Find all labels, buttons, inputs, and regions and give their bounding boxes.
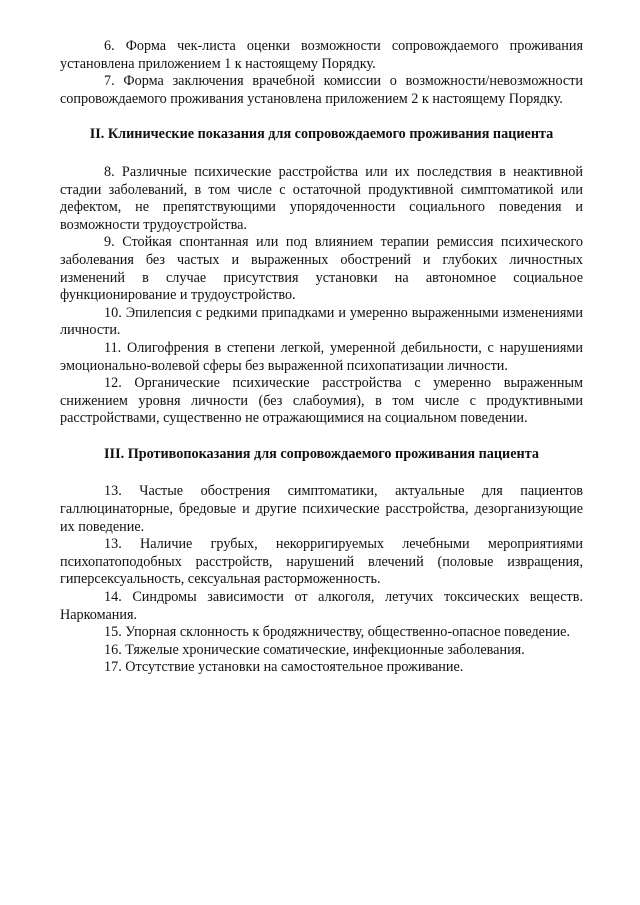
paragraph-6: 6. Форма чек-листа оценки возможности сопровождаемого проживания установлена приложением 1 к настоящему Порядку.	[60, 38, 583, 72]
paragraph-13a: 13. Частые обострения симптоматики, актуальные для пациентов галлюцинаторные, бредовые и другие психические расстройства, дезорганизующие их поведение.	[60, 483, 583, 535]
paragraph-17: 17. Отсутствие установки на самостоятельное проживание.	[104, 659, 464, 676]
document-page	[60, 38, 583, 677]
paragraph-15: 15. Упорная склонность к бродяжничеству, общественно-опасное поведение.	[104, 624, 571, 641]
paragraph-12: 12. Органические психические расстройства с умеренно выраженным снижением уровня личности (без слабоумия), в том числе с продуктивными расстройствами, существенно не отражающимися на социальном поведении.	[60, 375, 583, 427]
section-2-heading: II. Клинические показания для сопровождаемого проживания пациента	[89, 126, 554, 143]
paragraph-13b: 13. Наличие грубых, некорригируемых лечебными мероприятиями психопатоподобных расстройств, нарушений влечений (половые извращения, гиперсексуальность, сексуальная расторможенность.	[60, 536, 583, 588]
paragraph-8: 8. Различные психические расстройства или их последствия в неактивной стадии заболеваний, в том числе с остаточной продуктивной симптоматикой или дефектом, не препятствующими упорядоченности социального поведения и возможности трудоустройства.	[60, 163, 583, 233]
section-3-heading: III. Противопоказания для сопровождаемого проживания пациента	[104, 445, 539, 462]
paragraph-10: 10. Эпилепсия с редкими припадками и умеренно выраженными изменениями личности.	[60, 304, 583, 339]
paragraph-9: 9. Стойкая спонтанная или под влиянием терапии ремиссия психического заболевания без частых и выраженных обострений и глубоких личностных изменений в случае присутствия установки на автономное социальное функционирование и трудоустройство.	[60, 234, 583, 304]
paragraph-14: 14. Синдромы зависимости от алкоголя, летучих токсических веществ. Наркомания.	[60, 589, 583, 623]
paragraph-11: 11. Олигофрения в степени легкой, умеренной дебильности, с нарушениями эмоционально-волевой сферы без выраженной психопатизации личности.	[60, 339, 583, 374]
paragraph-16: 16. Тяжелые хронические соматические, инфекционные заболевания.	[104, 641, 525, 658]
paragraph-7: 7. Форма заключения врачебной комиссии о возможности/невозможности сопровождаемого проживания установлена приложением 2 к настоящему Порядку.	[60, 73, 583, 107]
